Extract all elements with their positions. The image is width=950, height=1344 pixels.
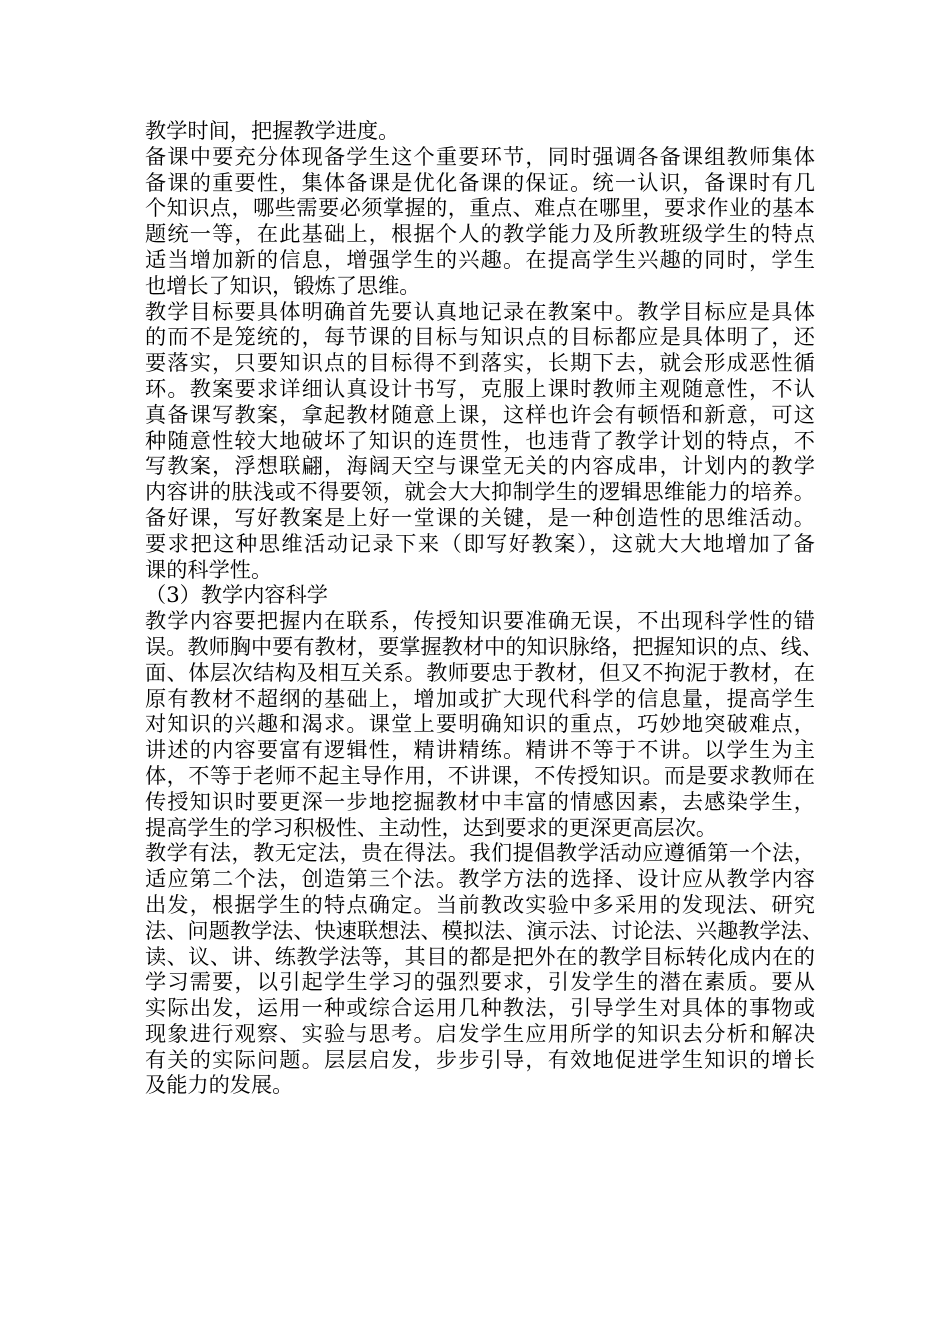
text-line: 也增长了知识，锻炼了思维。 (145, 272, 421, 298)
text-line: 教学内容要把握内在联系，传授知识要准确无误，不出现科学性的错 (145, 608, 815, 634)
text-line: 现象进行观察、实验与思考。启发学生应用所学的知识去分析和解决 (145, 1020, 815, 1046)
text-line: 要落实，只要知识点的目标得不到落实，长期下去，就会形成恶性循 (145, 350, 815, 376)
text-line: 写教案，浮想联翩，海阔天空与课堂无关的内容成串，计划内的教学 (145, 453, 815, 479)
text-line: 误。教师胸中要有教材，要掌握教材中的知识脉络，把握知识的点、线、 (145, 633, 824, 659)
text-line: 讲述的内容要富有逻辑性，精讲精练。精讲不等于不讲。以学生为主 (145, 737, 815, 763)
text-line: 有关的实际问题。层层启发，步步引导，有效地促进学生知识的增长 (145, 1046, 815, 1072)
text-line: 备好课，写好教案是上好一堂课的关键，是一种创造性的思维活动。 (145, 504, 815, 530)
paragraph (145, 299, 815, 583)
text-line: 体，不等于老师不起主导作用，不讲课，不传授知识。而是要求教师在 (145, 762, 815, 788)
paragraph (145, 118, 815, 144)
text-line: 备课的重要性，集体备课是优化备课的保证。统一认识，备课时有几 (145, 169, 815, 195)
text-line: 适应第二个法，创造第三个法。教学方法的选择、设计应从教学内容 (145, 866, 815, 892)
text-line: 的而不是笼统的，每节课的目标与知识点的目标都应是具体明了，还 (145, 324, 815, 350)
text-line: 及能力的发展。 (145, 1072, 294, 1098)
text-line: 实际出发，运用一种或综合运用几种教法，引导学生对具体的事物或 (145, 995, 815, 1021)
text-line: 个知识点，哪些需要必须掌握的，重点、难点在哪里，要求作业的基本 (145, 195, 815, 221)
paragraph (145, 144, 815, 299)
text-line: 课的科学性。 (145, 556, 273, 582)
text-line: 真备课写教案，拿起教材随意上课，这样也许会有顿悟和新意，可这 (145, 401, 815, 427)
text-line: 对知识的兴趣和渴求。课堂上要明确知识的重点，巧妙地突破难点， (145, 711, 815, 737)
text-line: 教学时间，把握教学进度。 (145, 118, 400, 143)
text-line: 面、体层次结构及相互关系。教师要忠于教材，但又不拘泥于教材，在 (145, 659, 815, 685)
text-line: 内容讲的肤浅或不得要领，就会大大抑制学生的逻辑思维能力的培养。 (145, 479, 815, 505)
text-line: 要求把这种思维活动记录下来（即写好教案），这就大大地增加了备 (145, 530, 815, 556)
text-line: 教学目标要具体明确首先要认真地记录在教案中。教学目标应是具体 (145, 298, 815, 324)
section-heading (145, 582, 815, 608)
text-line: 提高学生的学习积极性、主动性，达到要求的更深更高层次。 (145, 814, 718, 840)
text-line: 种随意性较大地破坏了知识的连贯性，也违背了教学计划的特点，不 (145, 427, 815, 453)
text-line: （3）教学内容科学 (145, 582, 328, 608)
text-line: 学习需要，以引起学生学习的强烈要求，引发学生的潜在素质。要从 (145, 969, 815, 995)
text-line: 原有教材不超纲的基础上，增加或扩大现代科学的信息量，提高学生 (145, 685, 815, 711)
paragraph (145, 840, 824, 1098)
text-line: 读、议、讲、练教学法等，其目的都是把外在的教学目标转化成内在的 (145, 943, 815, 969)
text-line: 题统一等，在此基础上，根据个人的教学能力及所教班级学生的特点 (145, 221, 815, 247)
text-line: 教学有法，教无定法，贵在得法。我们提倡教学活动应遵循第一个法， (145, 840, 815, 866)
text-line: 环。教案要求详细认真设计书写，克服上课时教师主观随意性，不认 (145, 375, 815, 401)
text-line: 适当增加新的信息，增强学生的兴趣。在提高学生兴趣的同时，学生 (145, 246, 815, 272)
text-line: 出发，根据学生的特点确定。当前教改实验中多采用的发现法、研究 (145, 891, 815, 917)
text-line: 备课中要充分体现备学生这个重要环节，同时强调各备课组教师集体 (145, 143, 815, 169)
paragraph (145, 608, 824, 840)
text-line: 传授知识时要更深一步地挖掘教材中丰富的情感因素，去感染学生， (145, 788, 815, 814)
text-line: 法、问题教学法、快速联想法、模拟法、演示法、讨论法、兴趣教学法、 (145, 917, 824, 943)
document-page (145, 118, 824, 1098)
